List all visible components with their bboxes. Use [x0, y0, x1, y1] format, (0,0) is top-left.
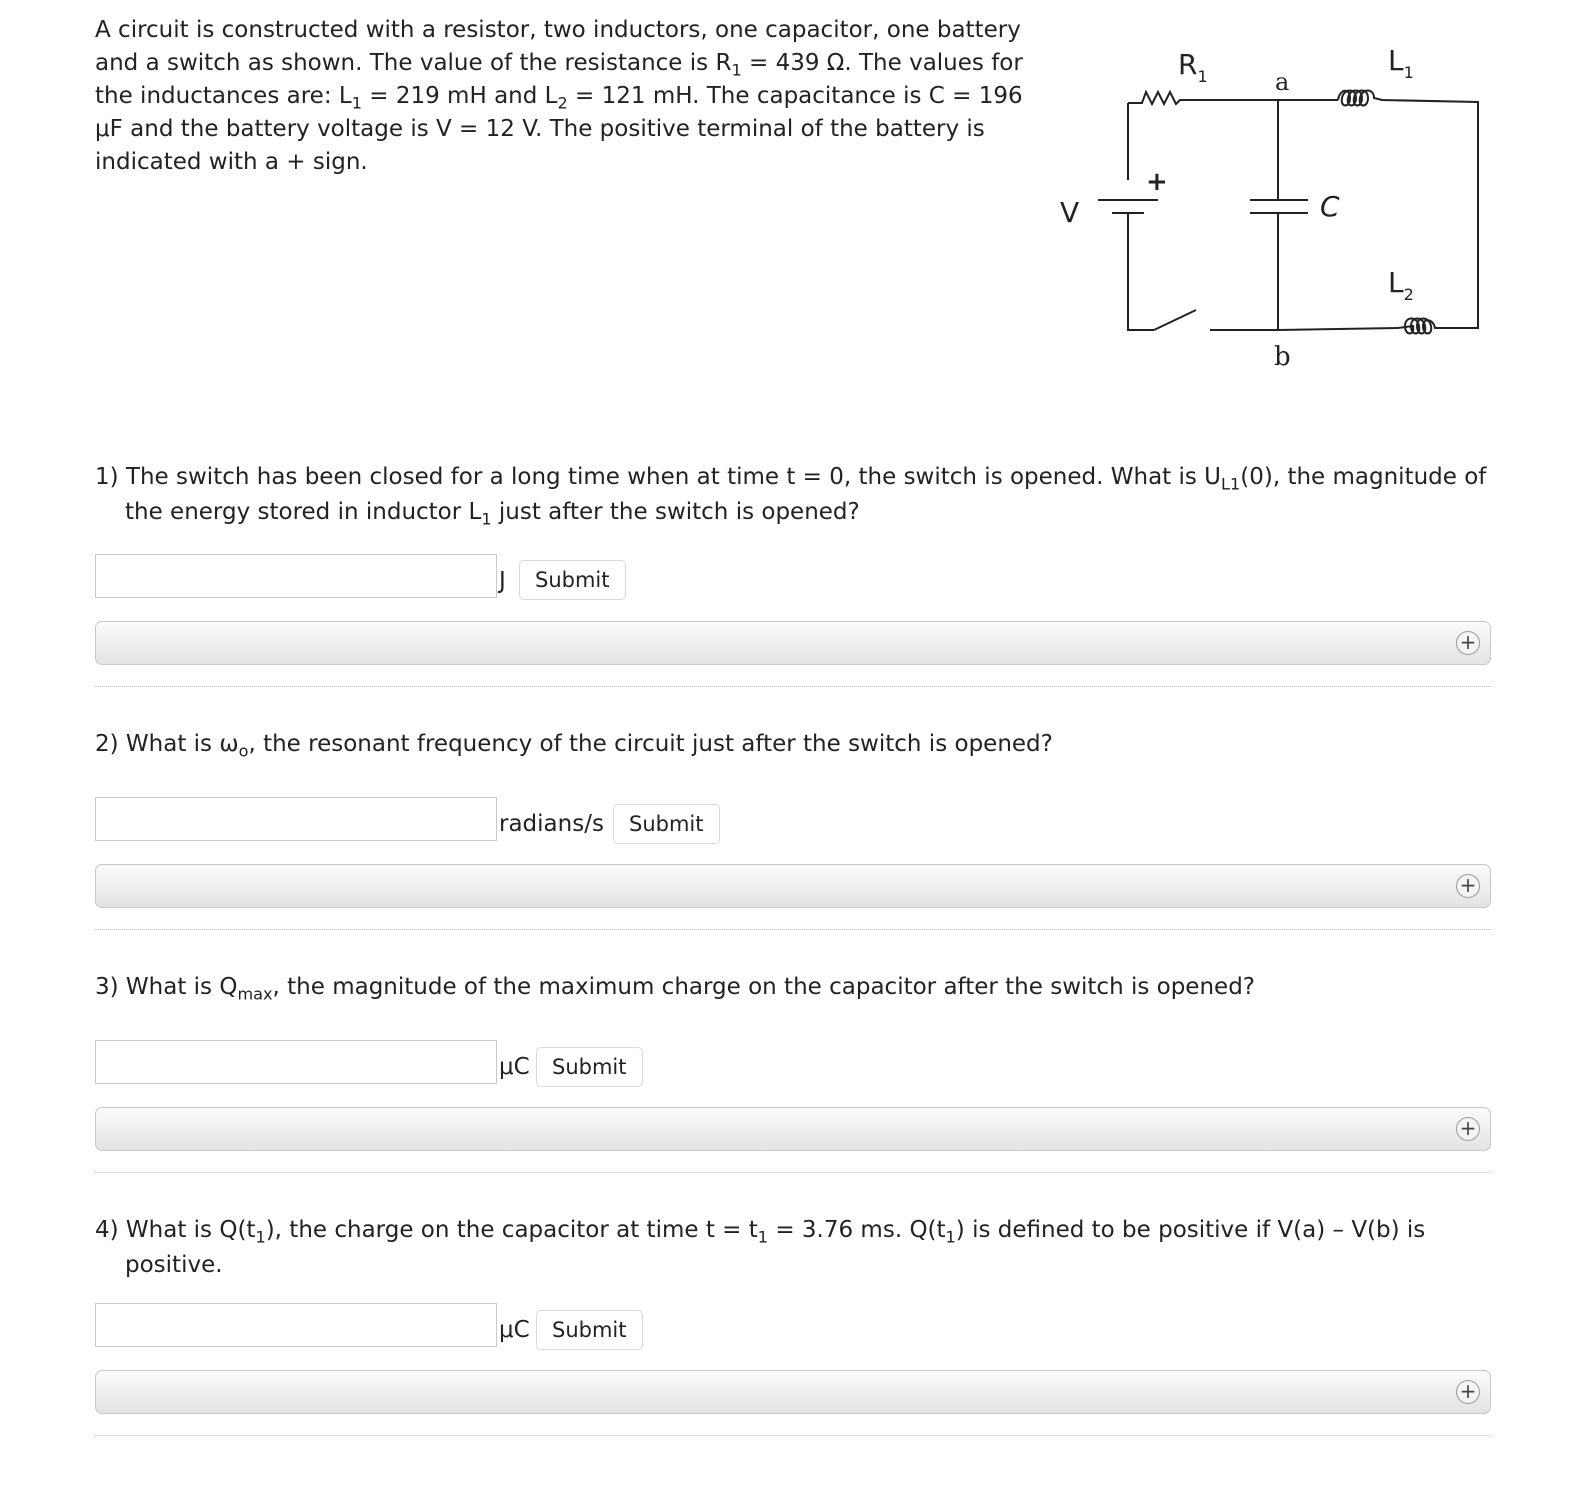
problem-statement: [95, 14, 1045, 179]
submit-button-2[interactable]: Submit: [613, 804, 720, 844]
label-l1: $L_1$: [1388, 44, 1414, 82]
hint-bar-4[interactable]: [95, 1370, 1491, 1414]
label-c: C: [1320, 190, 1340, 223]
question-4-text: 4) What is $Q(t_1)$, the charge on the capacitor at time $t = t_1 = 3.76$ ms. $Q(t_1)$ is defined to be positive if V(a) – V(b) is positive.: [95, 1217, 1426, 1278]
unit-4: μC: [499, 1317, 530, 1343]
intro-text-1: A circuit is constructed with a resistor, two inductors, one capacitor, one battery and a switch as shown. The value of the resistance is R: [95, 17, 1021, 76]
resistor-r1: [1128, 92, 1278, 104]
expand-plus-icon[interactable]: +: [1456, 1117, 1480, 1141]
question-1: [95, 460, 1495, 530]
circuit-diagram: [1050, 30, 1500, 380]
label-v: V: [1060, 196, 1080, 229]
divider: [95, 929, 1491, 930]
answer-input-2[interactable]: [95, 797, 497, 841]
expand-plus-icon[interactable]: +: [1456, 874, 1480, 898]
divider: [95, 686, 1491, 687]
intro-text-2: = 439 Ω. The values for the inductances are: L: [95, 50, 1023, 109]
answer-input-1[interactable]: [95, 554, 497, 598]
label-l2: $L_2$: [1388, 266, 1414, 304]
hint-bar-1[interactable]: [95, 621, 1491, 665]
divider: [95, 1435, 1491, 1436]
question-2-text: 2) What is $\omega_o$, the resonant frequency of the circuit just after the switch is opened?: [95, 731, 1053, 761]
submit-button-1[interactable]: Submit: [519, 560, 626, 600]
label-r1: $R_1$: [1178, 48, 1208, 86]
intro-sub-r: 1: [731, 60, 742, 80]
unit-2: radians/s: [499, 811, 604, 837]
answer-input-3[interactable]: [95, 1040, 497, 1084]
unit-3: μC: [499, 1054, 530, 1080]
divider: [95, 1172, 1491, 1173]
inductor-l2: [1398, 319, 1442, 334]
submit-button-3[interactable]: Submit: [536, 1047, 643, 1087]
switch: [1154, 310, 1196, 330]
intro-text-3: = 219 mH and L: [361, 83, 558, 109]
label-plus: +: [1146, 167, 1168, 197]
question-1-text: 1) The switch has been closed for a long time when at time t = 0, the switch is opened. What is $U_{L1}(0)$, the magnitude of the energy stored in inductor $L_1$ just after the switch is opened?: [95, 464, 1487, 529]
question-3: [95, 970, 1495, 1005]
hint-bar-3[interactable]: [95, 1107, 1491, 1151]
intro-sub-l2: 2: [557, 93, 568, 113]
label-b: b: [1274, 342, 1291, 372]
unit-1: J: [499, 568, 506, 594]
question-2: [95, 727, 1495, 762]
intro-sub-l1: 1: [351, 93, 362, 113]
label-a: a: [1275, 68, 1290, 96]
hint-bar-2[interactable]: [95, 864, 1491, 908]
question-4: [95, 1213, 1455, 1283]
answer-input-4[interactable]: [95, 1303, 497, 1347]
submit-button-4[interactable]: Submit: [536, 1310, 643, 1350]
intro-text-4: = 121 mH. The capacitance is C = 196 μF and the battery voltage is V = 12 V. The positive terminal of the battery is indicated with a + sign.: [95, 83, 1023, 175]
expand-plus-icon[interactable]: +: [1456, 1380, 1480, 1404]
question-3-text: 3) What is $Q_{max}$, the magnitude of the maximum charge on the capacitor after the switch is opened?: [95, 974, 1255, 1004]
battery-wire-bottom: [1128, 213, 1154, 330]
expand-plus-icon[interactable]: +: [1456, 631, 1480, 655]
bottom-right-wire: [1278, 328, 1398, 330]
